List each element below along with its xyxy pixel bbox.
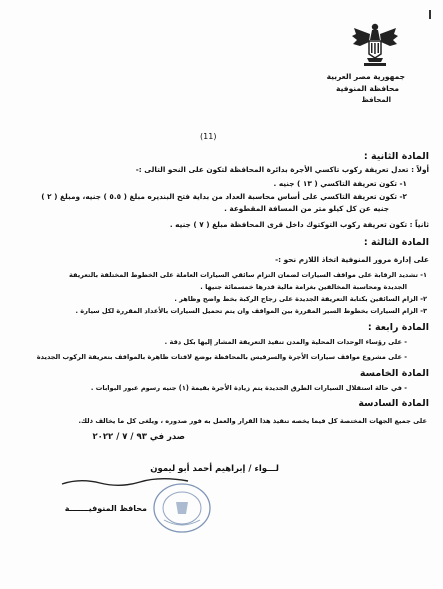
issue-date: صدر في ٩٣ / ٧ / ٢٠٢٢ [92,432,185,442]
governorate-seal [150,480,214,536]
article2-item1: ١- تكون تعريفة التاكسي ( ١٣ ) جنيه . [273,179,407,188]
article3-item3: ٣- الزام السيارات بخطوط السير المقررة بين المواقف وان يتم تحميل السيارات بالأعداد المقررة لكل سيارة . [75,307,427,315]
page-number: (11) [200,132,217,141]
article4-item1: - على رؤساء الوحدات المحلية والمدن تنفيذ التعريفة المشار إليها بكل دقة . [164,338,407,346]
article3-item2: ٢- الزام السائقين بكتابة التعريفة الجديدة على زجاج الركبة بخط واضح وظاهر . [174,295,427,303]
egypt-eagle-emblem [350,20,400,72]
handwritten-signature [60,476,190,488]
corner-mark [423,10,431,19]
article6-body: على جميع الجهات المختصة كل فيما يخصه تنفيذ هذا القرار والعمل به فور صدوره ، ويلغى كل ما يخالف ذلك. [78,417,427,425]
article4-title: المادة رابعة : [367,322,429,333]
article3-title: المادة الثالثة : [363,237,429,248]
gov-governorate-line: محافظة المنوفية [336,84,399,93]
article2-item2b: جنيه عن كل كيلو متر من المسافة المقطوعة . [224,204,389,213]
article6-title: المادة السادسة [358,398,429,409]
article3-item1b: الجديدة ومحاسبة المخالفين بغرامة مالية قدرها خمسمائة جنيها . [200,283,407,291]
gov-governor-line: المحافظ [361,96,391,104]
article5-title: المادة الخامسة [359,368,429,379]
signatory-name: لـــواء / إبراهيم أحمد أبو ليمون [150,464,279,474]
article2-second: ثانياً : تكون تعريفة ركوب التوكتوك داخل قرى المحافظة مبلغ ( ٧ ) جنيه . [169,220,429,229]
gov-country-line: جمهورية مصر العربية [326,72,405,81]
article3-item1a: ١- تشديد الرقابة على مواقف السيارات لضمان التزام سائقي السيارات العاملة على الخطوط المختلفة بالتعريفة [68,271,427,279]
article2-item2a: ٢- تكون تعريفة التاكسي على أساس محاسبة العداد من بداية فتح البنديره مبلغ ( ٥.٥ ) جنيه، ومبلغ ( ٢ ) [41,192,407,201]
article4-item2: - على مشروع مواقف سيارات الأجرة والسرفيس بالمحافظة بوضع لافتات ظاهرة بالمواقف بتعريفة الركوب الجديدة [36,353,407,361]
article5-item1: - في حالة استقلال السيارات الطرق الجديدة يتم زيادة الأجرة بقيمة (١) جنيه رسوم عبور البوابات . [90,384,407,392]
signatory-title: محافظ المنوفيـــــــة [64,504,147,513]
article3-intro: على إدارة مرور المنوفية اتخاذ اللازم نحو :- [275,255,429,264]
article2-first: أولاً : تعدل تعريفة ركوب تاكسي الأجرة بدائرة المحافظة لتكون على النحو التالى :- [135,165,429,174]
article2-title: المادة الثانية : [363,151,429,162]
